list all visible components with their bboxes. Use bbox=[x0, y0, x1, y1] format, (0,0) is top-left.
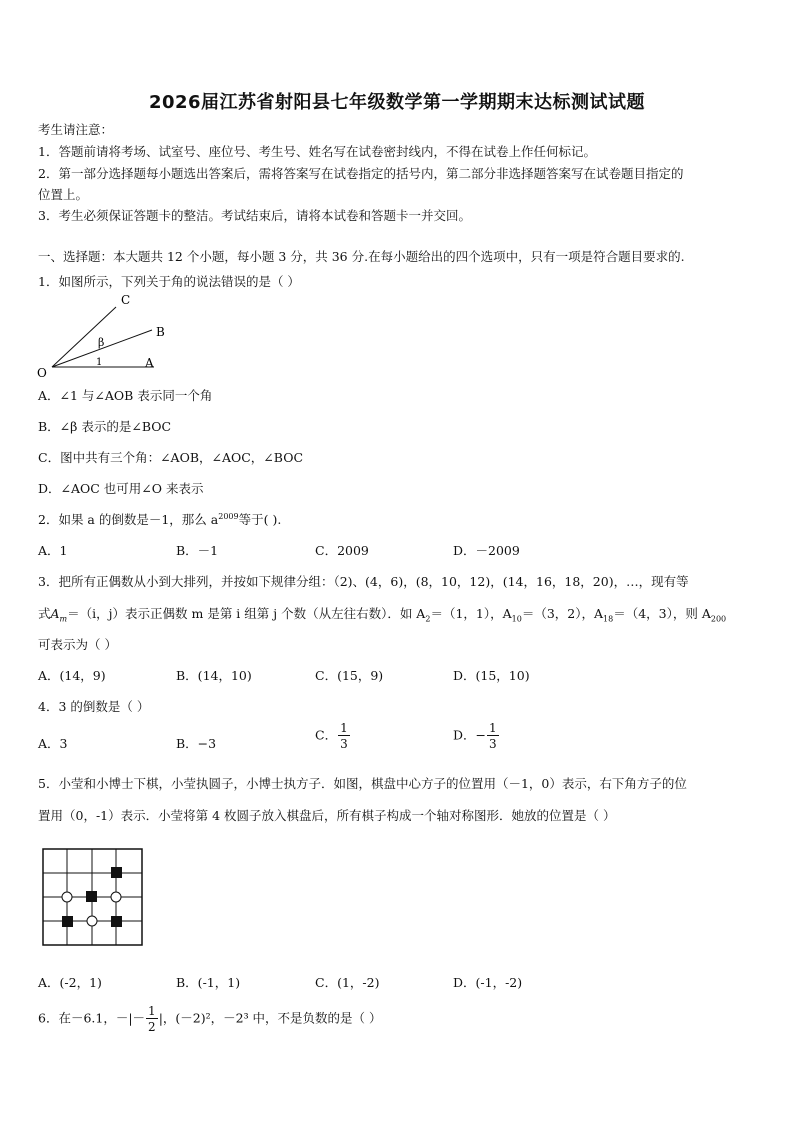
label-c: C bbox=[121, 293, 131, 307]
question-2-stem bbox=[38, 510, 281, 528]
q1-option-d: D．∠AOC 也可用∠O 来表示 bbox=[38, 481, 204, 496]
q4-d-label: D．− bbox=[453, 727, 486, 743]
round-piece bbox=[87, 916, 97, 926]
section-heading: 一、选择题：本大题共 12 个小题，每小题 3 分，共 36 分.在每小题给出的四个选项中，只有一项是符合题目要求的. bbox=[38, 249, 685, 264]
fraction bbox=[487, 722, 499, 750]
q6-text: |，(－2)²，－2³ 中，不是负数的是（ ） bbox=[158, 1010, 382, 1026]
q3-option-a: A．(14，9) bbox=[38, 668, 106, 683]
q2-option-b: B．－1 bbox=[176, 543, 219, 558]
label-b: B bbox=[156, 325, 165, 339]
angle-figure bbox=[32, 290, 182, 382]
chessboard-figure bbox=[42, 848, 144, 948]
notice-item: 2．第一部分选择题每小题选出答案后，需将答案写在试卷指定的括号内，第二部分非选择题答案写在试卷题目指定的 bbox=[38, 166, 684, 181]
q3-a: A bbox=[50, 606, 60, 621]
fraction bbox=[338, 722, 350, 750]
label-one: 1 bbox=[96, 357, 103, 368]
notice-heading: 考生请注意： bbox=[38, 122, 114, 137]
question-5-line1: 5．小莹和小博士下棋，小莹执圆子，小博士执方子．如图，棋盘中心方子的位置用（－1，0）表示，右下角方子的位 bbox=[38, 776, 687, 791]
q5-option-c: C．(1，-2) bbox=[315, 975, 380, 990]
square-piece bbox=[111, 916, 122, 927]
q2-exponent: 2009 bbox=[218, 511, 239, 521]
q5-option-a: A．(-2，1) bbox=[38, 975, 102, 990]
q5-option-b: B．(-1，1) bbox=[176, 975, 241, 990]
fraction-denominator: 3 bbox=[340, 737, 348, 751]
q3-option-d: D．(15，10) bbox=[453, 668, 530, 683]
notice-item: 3．考生必须保证答题卡的整洁。考试结束后，请将本试卷和答题卡一并交回。 bbox=[38, 208, 471, 223]
fraction bbox=[146, 1005, 158, 1033]
label-o: O bbox=[37, 366, 47, 380]
q3-text: ＝（i，j）表示正偶数 m 是第 i 组第 j 个数（从左往右数）．如 A bbox=[67, 606, 426, 621]
ray-oc bbox=[52, 307, 116, 367]
q5-option-d: D．(-1，-2) bbox=[453, 975, 523, 990]
q3-sub: 18 bbox=[603, 614, 614, 624]
round-piece bbox=[62, 892, 72, 902]
notice-item: 1．答题前请将考场、试室号、座位号、考生号、姓名写在试卷密封线内，不得在试卷上作任何标记。 bbox=[38, 144, 596, 159]
q3-text: ＝（3，2），A bbox=[521, 606, 603, 621]
q3-option-b: B．(14，10) bbox=[176, 668, 252, 683]
q1-option-a: A．∠1 与∠AOB 表示同一个角 bbox=[38, 388, 213, 403]
q1-option-b: B．∠β 表示的是∠BOC bbox=[38, 419, 172, 434]
q3-text: ＝（4，3），则 A bbox=[613, 606, 711, 621]
q3-text: ＝（1，1），A bbox=[430, 606, 512, 621]
q6-text: 6．在－6.1，－|－ bbox=[38, 1010, 146, 1026]
q4-option-a: A．3 bbox=[38, 736, 68, 751]
q2-option-d: D．－2009 bbox=[453, 543, 520, 558]
q2-stem-post: 等于( ). bbox=[238, 512, 282, 527]
q2-option-a: A．1 bbox=[38, 543, 68, 558]
fraction-numerator: 1 bbox=[489, 721, 497, 735]
fraction-numerator: 1 bbox=[148, 1004, 156, 1018]
question-3-line1: 3．把所有正偶数从小到大排列，并按如下规律分组：（2)、(4，6)，(8，10，12)，(14，16，18，20)，…，现有等 bbox=[38, 574, 689, 589]
question-6-stem bbox=[38, 1005, 382, 1033]
fraction-numerator: 1 bbox=[340, 721, 348, 735]
q2-stem-pre: 2．如果 a 的倒数是－1，那么 a bbox=[38, 512, 219, 527]
label-a: A bbox=[145, 356, 154, 370]
square-piece bbox=[62, 916, 73, 927]
round-piece bbox=[111, 892, 121, 902]
question-3-line2 bbox=[38, 604, 726, 624]
fraction-denominator: 3 bbox=[489, 737, 497, 751]
page-title: 2026届江苏省射阳县七年级数学第一学期期末达标测试试题 bbox=[148, 92, 646, 113]
q1-option-c: C．图中共有三个角：∠AOB，∠AOC，∠BOC bbox=[38, 450, 304, 465]
q3-sub: 200 bbox=[710, 614, 727, 624]
q3-text: 式 bbox=[38, 606, 51, 621]
q3-sub: 2 bbox=[425, 614, 431, 624]
q2-option-c: C．2009 bbox=[315, 543, 369, 558]
question-4-stem: 4．3 的倒数是（ ） bbox=[38, 699, 150, 714]
q4-c-label: C． bbox=[315, 727, 338, 743]
square-piece bbox=[86, 891, 97, 902]
question-5-line2: 置用（0，-1）表示．小莹将第 4 枚圆子放入棋盘后，所有棋子构成一个轴对称图形．她放的位置是（ ） bbox=[38, 808, 616, 823]
q3-sub-m: m bbox=[59, 614, 68, 624]
fraction-denominator: 2 bbox=[148, 1020, 156, 1034]
label-beta: β bbox=[98, 336, 105, 349]
notice-item: 位置上。 bbox=[38, 187, 89, 202]
q4-option-d bbox=[453, 722, 500, 750]
q3-option-c: C．(15，9) bbox=[315, 668, 384, 683]
question-3-line3: 可表示为（ ） bbox=[38, 637, 117, 652]
question-1-stem: 1．如图所示，下列关于角的说法错误的是（ ） bbox=[38, 274, 300, 289]
q4-option-c bbox=[315, 722, 351, 750]
q4-option-b: B．−3 bbox=[176, 736, 217, 751]
square-piece bbox=[111, 867, 122, 878]
q3-sub: 10 bbox=[511, 614, 522, 624]
